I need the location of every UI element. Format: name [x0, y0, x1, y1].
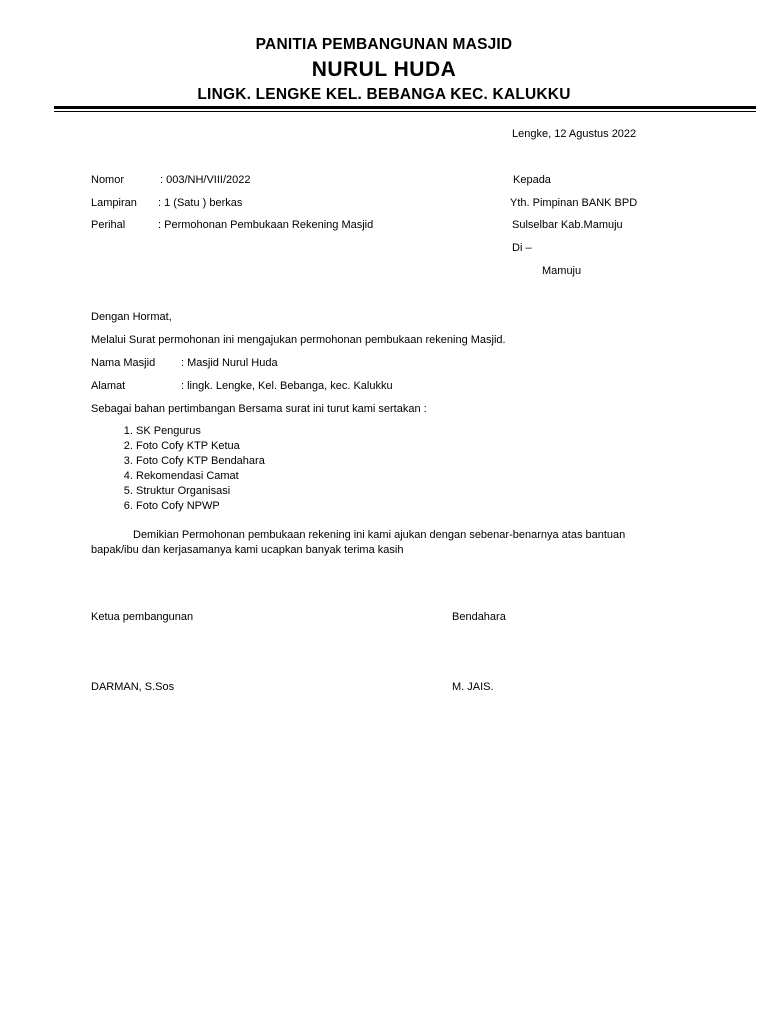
nomor-value: : 003/NH/VIII/2022: [160, 174, 251, 186]
lampiran-label: Lampiran: [91, 197, 137, 209]
recipient-line-1: Kepada: [513, 174, 551, 186]
list-item: 2. Foto Cofy KTP Ketua: [136, 439, 265, 454]
recipient-line-2: Yth. Pimpinan BANK BPD: [510, 197, 638, 209]
list-item: 5. Struktur Organisasi: [136, 484, 265, 499]
list-item: 1. SK Pengurus: [136, 424, 265, 439]
letterhead-committee: PANITIA PEMBANGUNAN MASJID: [255, 36, 513, 53]
closing-paragraph: Demikian Permohonan pembukaan rekening ini kami ajukan dengan sebenar-benarnya atas bantuan bapak/ibu dan kerjasamanya kami ucapkan banyak terima kasih: [91, 529, 626, 556]
signature-left-title: Ketua pembangunan: [91, 611, 194, 623]
recipient-line-3: Sulselbar Kab.Mamuju: [512, 219, 623, 231]
signature-right-name: M. JAIS.: [452, 681, 494, 693]
intro-paragraph: Melalui Surat permohonan ini mengajukan permohonan pembukaan rekening Masjid.: [91, 334, 506, 346]
lampiran-value: : 1 (Satu ) berkas: [158, 197, 243, 209]
signature-left-name: DARMAN, S.Sos: [91, 681, 175, 693]
nama-masjid-value: : Masjid Nurul Huda: [181, 357, 278, 369]
list-item: 4. Rekomendasi Camat: [136, 469, 265, 484]
greeting: Dengan Hormat,: [91, 311, 172, 323]
perihal-value: : Permohonan Pembukaan Rekening Masjid: [158, 219, 374, 231]
signature-right-title: Bendahara: [452, 611, 506, 623]
attachments-intro: Sebagai bahan pertimbangan Bersama surat ini turut kami sertakan :: [91, 403, 427, 415]
letterhead-mosque-name: NURUL HUDA: [311, 58, 457, 81]
date-line: Lengke, 12 Agustus 2022: [512, 128, 637, 140]
attachments-list: [92, 424, 265, 514]
recipient-line-4: Di –: [512, 242, 532, 254]
list-item: 3. Foto Cofy KTP Bendahara: [136, 454, 265, 469]
nama-masjid-label: Nama Masjid: [91, 357, 156, 369]
alamat-value: : lingk. Lengke, Kel. Bebanga, kec. Kalukku: [181, 380, 393, 392]
letterhead-address: LINGK. LENGKE KEL. BEBANGA KEC. KALUKKU: [197, 86, 571, 103]
letterhead-rule-thin: [54, 111, 756, 112]
nomor-label: Nomor: [91, 174, 125, 186]
recipient-line-5: Mamuju: [542, 265, 582, 277]
alamat-label: Alamat: [91, 380, 126, 392]
list-item: 6. Foto Cofy NPWP: [136, 499, 265, 514]
letterhead-rule-thick: [54, 106, 756, 109]
perihal-label: Perihal: [91, 219, 126, 231]
